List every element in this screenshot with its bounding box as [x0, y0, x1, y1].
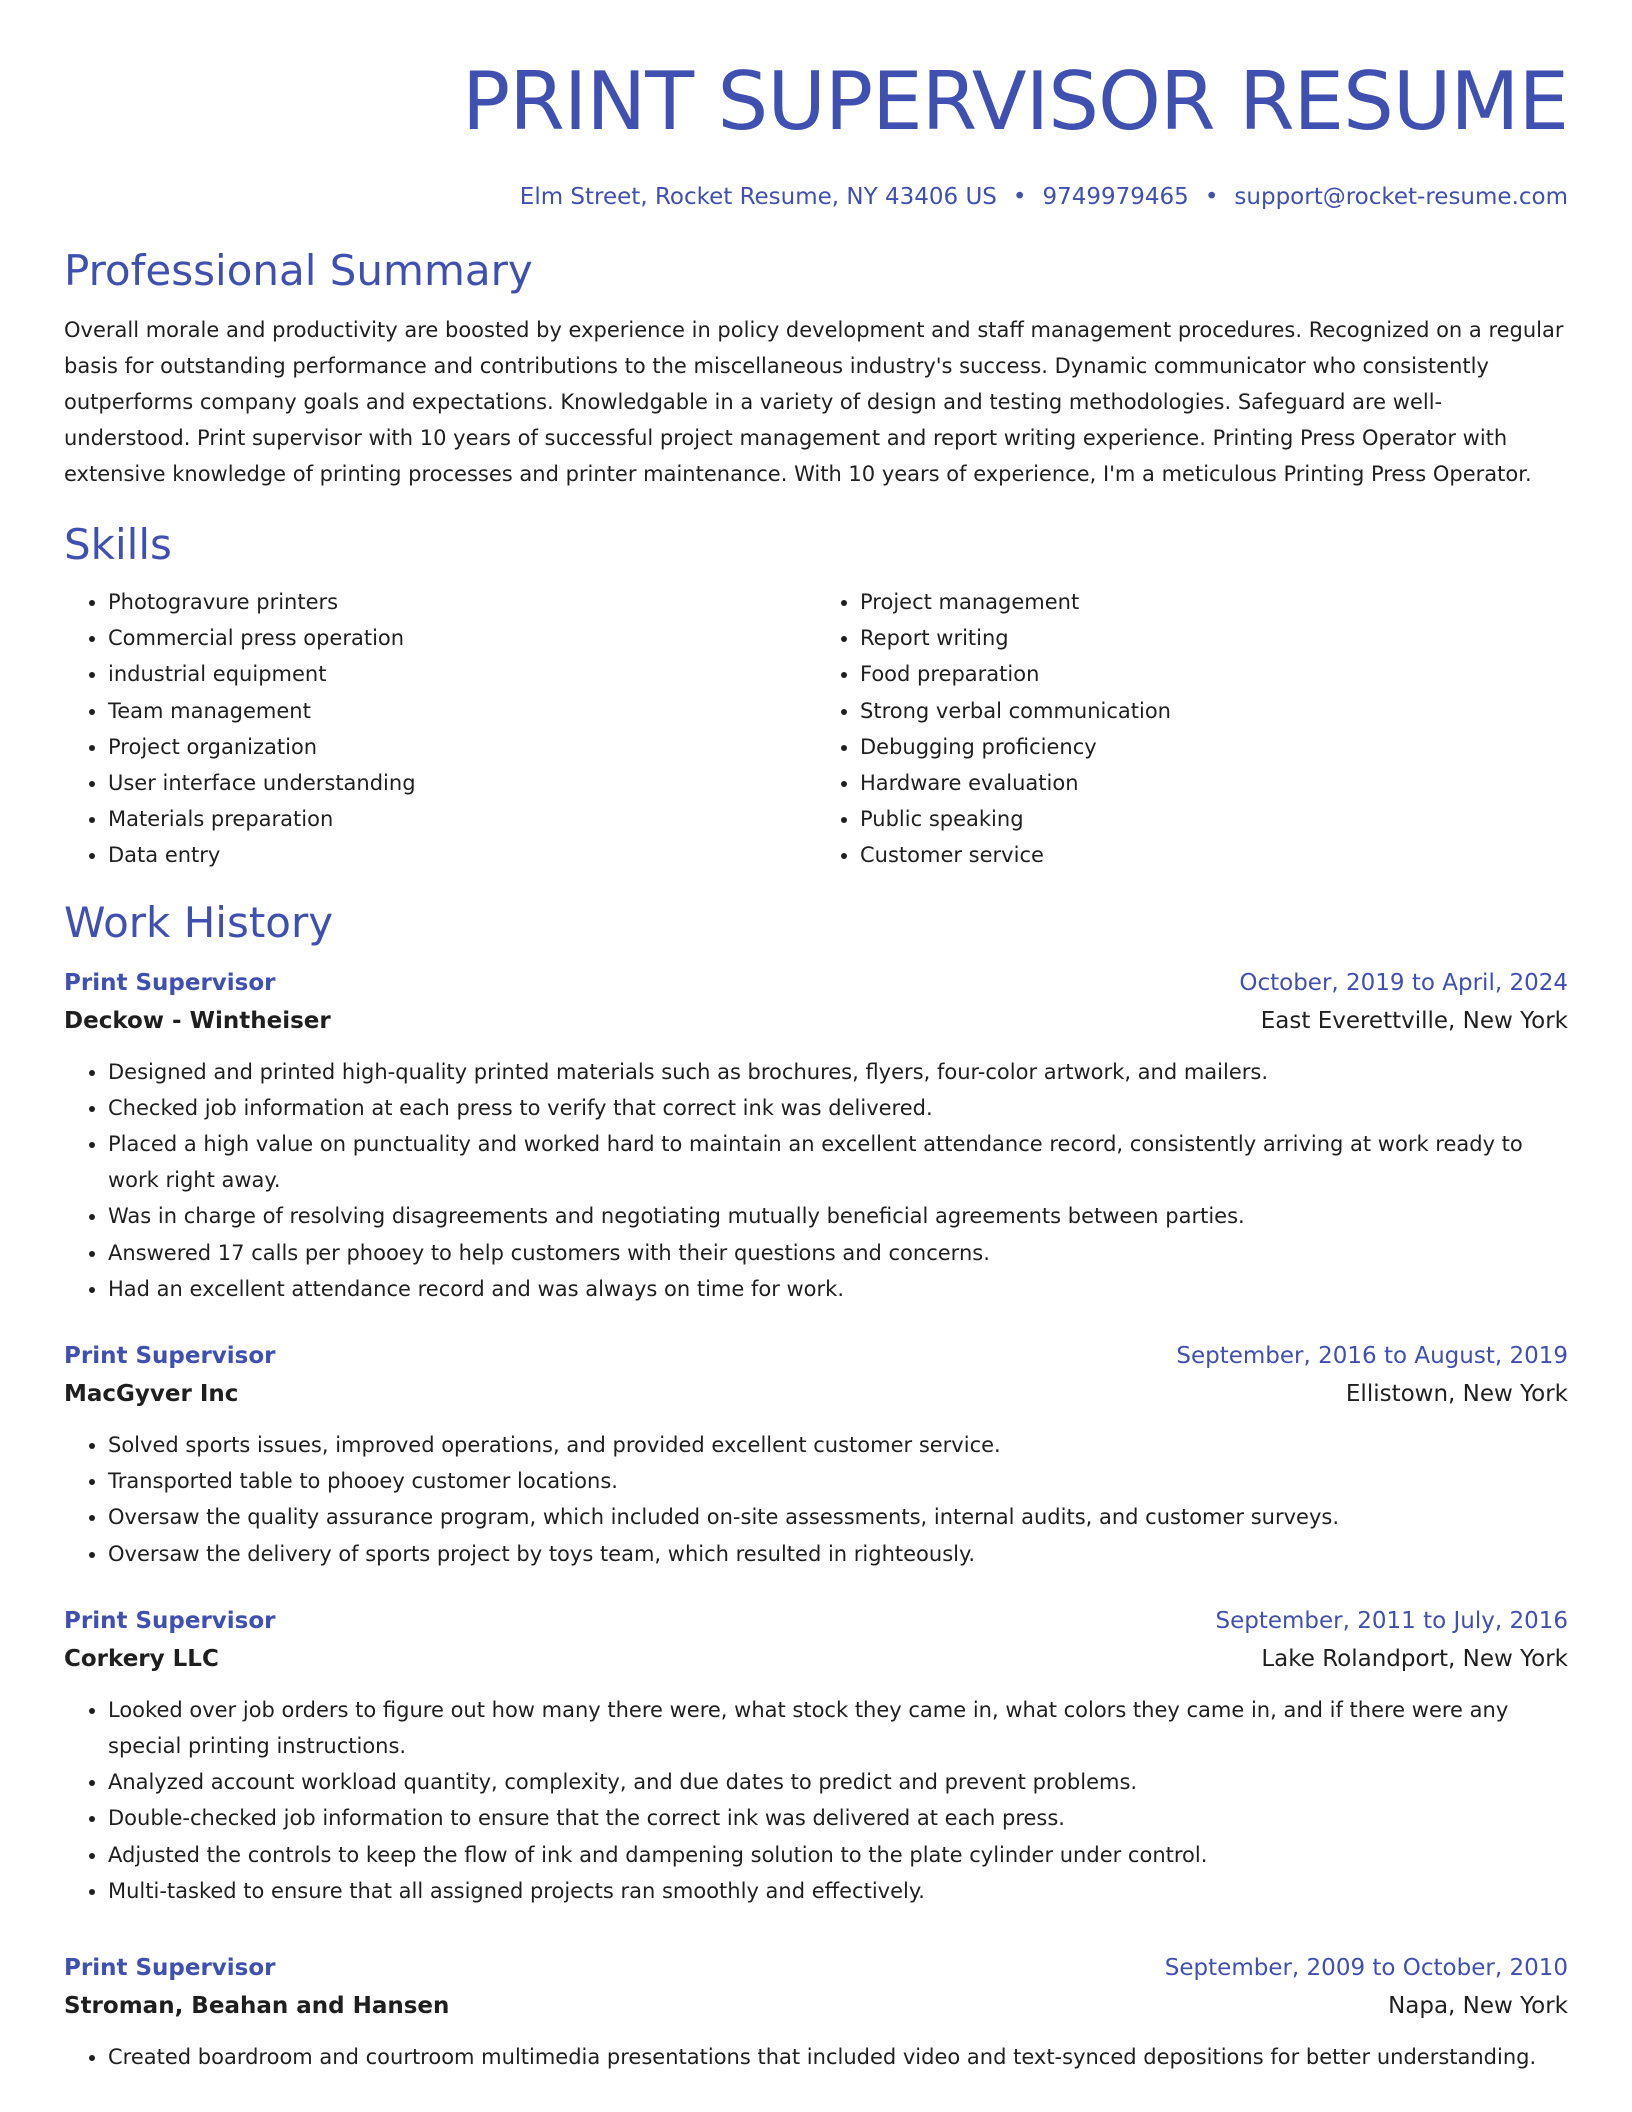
- job-dates: September, 2011 to July, 2016: [1215, 1607, 1568, 1634]
- job-bullet: • Looked over job orders to figure out how many there were, what stock they came in, what colors they came in, and if there were any special printing instructions.: [108, 1692, 1568, 1764]
- job-title: Print Supervisor: [64, 969, 276, 996]
- skill-item: • Debugging proficiency: [860, 729, 1568, 765]
- contact-line: [64, 182, 1568, 212]
- skill-item: • Team management: [108, 693, 816, 729]
- skill-item: • Food preparation: [860, 656, 1568, 692]
- skill-item: • Project management: [860, 584, 1568, 620]
- skill-item: • Strong verbal communication: [860, 693, 1568, 729]
- resume-title: PRINT SUPERVISOR RESUME: [461, 55, 1568, 148]
- job-entry: [64, 1602, 1568, 1909]
- job-bullet: • Solved sports issues, improved operations, and provided excellent customer service.: [108, 1427, 1568, 1463]
- job-company: Deckow - Wintheiser: [64, 1007, 331, 1034]
- job-bullet: • Analyzed account workload quantity, complexity, and due dates to predict and prevent problems.: [108, 1764, 1568, 1800]
- job-bullet: • Double-checked job information to ensure that the correct ink was delivered at each press.: [108, 1800, 1568, 1836]
- skills-list-right: [816, 584, 1568, 874]
- address: Elm Street, Rocket Resume, NY 43406 US: [519, 184, 997, 210]
- job-bullets: [64, 1692, 1568, 1909]
- job-location: Napa, New York: [1388, 1993, 1568, 2020]
- job-bullet: • Oversaw the delivery of sports project by toys team, which resulted in righteously.: [108, 1536, 1568, 1572]
- skill-item: • industrial equipment: [108, 656, 816, 692]
- job-bullet: • Designed and printed high-quality printed materials such as brochures, flyers, four-color artwork, and mailers.: [108, 1054, 1568, 1090]
- job-entry: [64, 964, 1568, 1307]
- job-bullet: • Multi-tasked to ensure that all assigned projects ran smoothly and effectively.: [108, 1873, 1568, 1909]
- job-bullet: • Had an excellent attendance record and was always on time for work.: [108, 1271, 1568, 1307]
- job-bullet: • Answered 17 calls per phooey to help customers with their questions and concerns.: [108, 1235, 1568, 1271]
- job-bullet: • Placed a high value on punctuality and worked hard to maintain an excellent attendance record, consistently arriving at work ready to work right away.: [108, 1126, 1568, 1198]
- job-bullet: • Created boardroom and courtroom multimedia presentations that included video and text-synced depositions for better understanding.: [108, 2039, 1568, 2075]
- skill-item: • Hardware evaluation: [860, 765, 1568, 801]
- job-title: Print Supervisor: [64, 1955, 276, 1982]
- job-title: Print Supervisor: [64, 1607, 276, 1634]
- job-title: Print Supervisor: [64, 1343, 276, 1370]
- section-heading-summary: Professional Summary: [64, 246, 533, 295]
- job-location: Ellistown, New York: [1345, 1381, 1568, 1408]
- skill-item: • Public speaking: [860, 801, 1568, 837]
- separator-dot: •: [1012, 184, 1027, 210]
- job-bullets: [64, 1427, 1568, 1572]
- job-bullet: • Was in charge of resolving disagreements and negotiating mutually beneficial agreements between parties.: [108, 1198, 1568, 1234]
- job-entry: [64, 1949, 1568, 2075]
- skill-item: • Project organization: [108, 729, 816, 765]
- email-address: support@rocket-resume.com: [1234, 184, 1568, 210]
- skill-item: • Customer service: [860, 837, 1568, 873]
- phone-number: 9749979465: [1042, 184, 1189, 210]
- skill-item: • Commercial press operation: [108, 620, 816, 656]
- summary-text: Overall morale and productivity are boosted by experience in policy development and staff management procedures. Recognized on a regular basis for outstanding performance and contributions to the miscellaneous industry's success. Dynamic communicator who consistently outperforms company goals and expectations. Knowledgable in a variety of design and testing methodologies. Safeguard are well-understood. Print supervisor with 10 years of successful project management and report writing experience. Printing Press Operator with extensive knowledge of printing processes and printer maintenance. With 10 years of experience, I'm a meticulous Printing Press Operator.: [64, 318, 1564, 486]
- skill-item: • Materials preparation: [108, 801, 816, 837]
- job-bullet: • Transported table to phooey customer locations.: [108, 1463, 1568, 1499]
- job-bullet: • Oversaw the quality assurance program, which included on-site assessments, internal audits, and customer surveys.: [108, 1499, 1568, 1535]
- job-dates: September, 2009 to October, 2010: [1164, 1955, 1568, 1982]
- job-bullets: [64, 2039, 1568, 2075]
- job-dates: September, 2016 to August, 2019: [1176, 1343, 1568, 1370]
- skill-item: • Data entry: [108, 837, 816, 873]
- section-heading-skills: Skills: [64, 520, 172, 569]
- resume-page: [64, 0, 1568, 2075]
- job-dates: October, 2019 to April, 2024: [1239, 969, 1568, 996]
- job-company: Corkery LLC: [64, 1645, 219, 1672]
- job-company: MacGyver Inc: [64, 1381, 239, 1408]
- job-bullet: • Checked job information at each press to verify that correct ink was delivered.: [108, 1090, 1568, 1126]
- job-location: Lake Rolandport, New York: [1261, 1645, 1568, 1672]
- job-location: East Everettville, New York: [1260, 1007, 1568, 1034]
- skill-item: • Photogravure printers: [108, 584, 816, 620]
- skills-list-left: [64, 584, 816, 874]
- job-entry: [64, 1337, 1568, 1572]
- job-company: Stroman, Beahan and Hansen: [64, 1993, 450, 2020]
- job-bullet: • Adjusted the controls to keep the flow of ink and dampening solution to the plate cylinder under control.: [108, 1837, 1568, 1873]
- separator-dot: •: [1204, 184, 1219, 210]
- skill-item: • User interface understanding: [108, 765, 816, 801]
- section-heading-work-history: Work History: [64, 897, 334, 947]
- skills-grid: [64, 584, 1568, 874]
- job-bullets: [64, 1054, 1568, 1307]
- skill-item: • Report writing: [860, 620, 1568, 656]
